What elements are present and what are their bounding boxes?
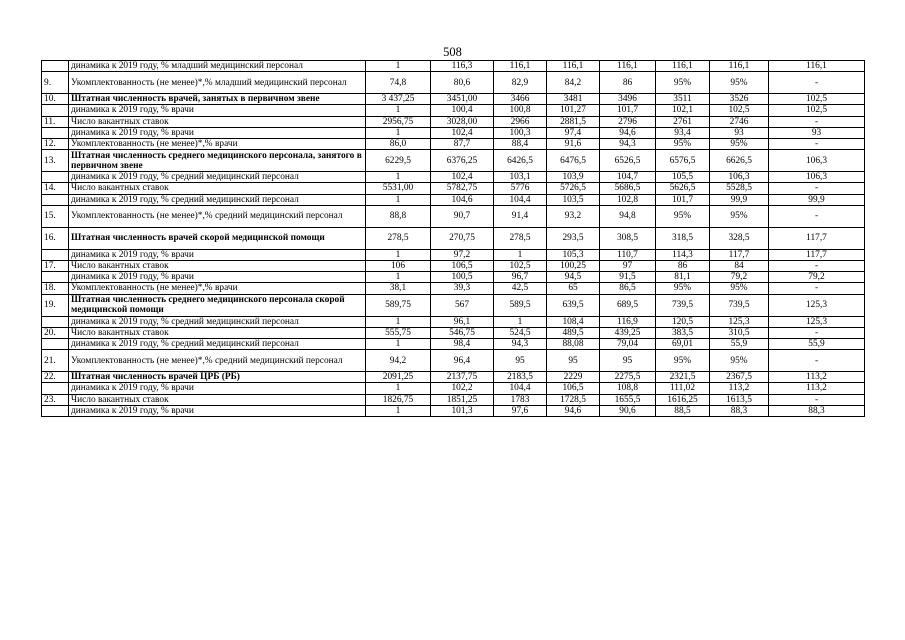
table-row xyxy=(42,139,865,150)
value-cell: 93 xyxy=(710,127,769,138)
row-number xyxy=(42,339,69,350)
value-cell: 93 xyxy=(769,127,865,138)
indicator-name: Штатная численность среднего медицинского персонала, занятого в первичном звене xyxy=(69,150,366,172)
row-number: 17. xyxy=(42,261,69,272)
value-cell: 2229 xyxy=(547,372,600,383)
value-cell: 104,4 xyxy=(494,383,547,394)
table-row xyxy=(42,316,865,327)
value-cell: 102,1 xyxy=(656,105,710,116)
value-cell: 6626,5 xyxy=(710,150,769,172)
value-cell: 1 xyxy=(366,105,431,116)
row-number: 14. xyxy=(42,183,69,194)
row-number: 12. xyxy=(42,139,69,150)
row-number xyxy=(42,405,69,416)
table-row xyxy=(42,294,865,316)
value-cell: 5726,5 xyxy=(547,183,600,194)
value-cell: 114,3 xyxy=(656,249,710,260)
value-cell: 3496 xyxy=(600,94,656,105)
value-cell: 95% xyxy=(710,283,769,294)
value-cell: 1783 xyxy=(494,394,547,405)
value-cell: 86 xyxy=(656,261,710,272)
value-cell: 94,8 xyxy=(600,205,656,227)
value-cell: 120,5 xyxy=(656,316,710,327)
value-cell: 116,1 xyxy=(547,61,600,72)
table-row xyxy=(42,249,865,260)
value-cell: 91,5 xyxy=(600,272,656,283)
indicator-name: Число вакантных ставок xyxy=(69,394,366,405)
value-cell: 106,3 xyxy=(769,172,865,183)
row-number: 10. xyxy=(42,94,69,105)
value-cell: 94,6 xyxy=(547,405,600,416)
value-cell: 91,4 xyxy=(494,205,547,227)
value-cell: 739,5 xyxy=(710,294,769,316)
indicator-name: Штатная численность среднего медицинского персонала скорой медицинской помощи xyxy=(69,294,366,316)
value-cell: 79,2 xyxy=(769,272,865,283)
value-cell: 125,3 xyxy=(769,316,865,327)
value-cell: 86,0 xyxy=(366,139,431,150)
value-cell: 102,5 xyxy=(494,261,547,272)
row-number: 16. xyxy=(42,227,69,249)
value-cell: 106 xyxy=(366,261,431,272)
table-row xyxy=(42,127,865,138)
value-cell: 97,6 xyxy=(494,405,547,416)
value-cell: 99,9 xyxy=(769,194,865,205)
value-cell: 100,5 xyxy=(431,272,494,283)
value-cell: 97,2 xyxy=(431,249,494,260)
value-cell: 102,8 xyxy=(600,194,656,205)
value-cell: 2966 xyxy=(494,116,547,127)
value-cell: 95% xyxy=(656,350,710,372)
value-cell: 1 xyxy=(366,339,431,350)
value-cell: 38,1 xyxy=(366,283,431,294)
value-cell: - xyxy=(769,205,865,227)
value-cell: 55,9 xyxy=(710,339,769,350)
indicator-name: динамика к 2019 году, % средний медицинский персонал xyxy=(69,194,366,205)
value-cell: 5531,00 xyxy=(366,183,431,194)
value-cell: 2367,5 xyxy=(710,372,769,383)
value-cell: 270,75 xyxy=(431,227,494,249)
value-cell: 1655,5 xyxy=(600,394,656,405)
table-row xyxy=(42,383,865,394)
table-row xyxy=(42,261,865,272)
value-cell: 94,5 xyxy=(547,272,600,283)
value-cell: 95% xyxy=(656,283,710,294)
value-cell: 74,8 xyxy=(366,72,431,94)
row-number xyxy=(42,272,69,283)
value-cell: 100,8 xyxy=(494,105,547,116)
value-cell: 278,5 xyxy=(494,227,547,249)
indicator-name: динамика к 2019 году, % врачи xyxy=(69,272,366,283)
value-cell: 102,4 xyxy=(431,127,494,138)
value-cell: 1 xyxy=(366,383,431,394)
table-row xyxy=(42,61,865,72)
value-cell: 113,2 xyxy=(769,383,865,394)
value-cell: 108,8 xyxy=(600,383,656,394)
value-cell: 125,3 xyxy=(769,294,865,316)
value-cell: 328,5 xyxy=(710,227,769,249)
row-number: 15. xyxy=(42,205,69,227)
value-cell: 93,2 xyxy=(547,205,600,227)
value-cell: 96,1 xyxy=(431,316,494,327)
indicator-name: Укомплектованность (не менее)*,% врачи xyxy=(69,283,366,294)
value-cell: 6526,5 xyxy=(600,150,656,172)
value-cell: 95% xyxy=(710,72,769,94)
value-cell: 96,4 xyxy=(431,350,494,372)
table-row xyxy=(42,283,865,294)
indicator-name: Число вакантных ставок xyxy=(69,261,366,272)
value-cell: 3526 xyxy=(710,94,769,105)
value-cell: 95 xyxy=(600,350,656,372)
value-cell: - xyxy=(769,394,865,405)
value-cell: - xyxy=(769,261,865,272)
value-cell: 104,4 xyxy=(494,194,547,205)
value-cell: 116,1 xyxy=(769,61,865,72)
row-number xyxy=(42,172,69,183)
row-number: 11. xyxy=(42,116,69,127)
value-cell: 1 xyxy=(366,405,431,416)
value-cell: 3466 xyxy=(494,94,547,105)
value-cell: 739,5 xyxy=(656,294,710,316)
value-cell: 1 xyxy=(366,316,431,327)
indicator-name: Число вакантных ставок xyxy=(69,116,366,127)
table-row xyxy=(42,339,865,350)
value-cell: 95 xyxy=(494,350,547,372)
value-cell: 546,75 xyxy=(431,327,494,338)
indicator-name: динамика к 2019 году, % средний медицинский персонал xyxy=(69,316,366,327)
value-cell: 99,9 xyxy=(710,194,769,205)
value-cell: 6576,5 xyxy=(656,150,710,172)
indicator-name: динамика к 2019 году, % врачи xyxy=(69,105,366,116)
value-cell: 116,1 xyxy=(656,61,710,72)
value-cell: 39,3 xyxy=(431,283,494,294)
value-cell: 79,2 xyxy=(710,272,769,283)
row-number xyxy=(42,249,69,260)
value-cell: 42,5 xyxy=(494,283,547,294)
row-number xyxy=(42,194,69,205)
indicator-name: Штатная численность врачей ЦРБ (РБ) xyxy=(69,372,366,383)
value-cell: - xyxy=(769,139,865,150)
value-cell: 125,3 xyxy=(710,316,769,327)
value-cell: 2761 xyxy=(656,116,710,127)
value-cell: 104,7 xyxy=(600,172,656,183)
value-cell: 116,1 xyxy=(600,61,656,72)
value-cell: 1613,5 xyxy=(710,394,769,405)
value-cell: 3481 xyxy=(547,94,600,105)
indicator-name: Укомплектованность (не менее)*,% младший медицинский персонал xyxy=(69,72,366,94)
value-cell: 6229,5 xyxy=(366,150,431,172)
value-cell: 86,5 xyxy=(600,283,656,294)
value-cell: 106,5 xyxy=(431,261,494,272)
indicator-name: Штатная численность врачей скорой медицинской помощи xyxy=(69,227,366,249)
table-row xyxy=(42,405,865,416)
table-body xyxy=(42,61,865,417)
indicator-name: динамика к 2019 году, % младший медицинский персонал xyxy=(69,61,366,72)
value-cell: 2275,5 xyxy=(600,372,656,383)
value-cell: 104,6 xyxy=(431,194,494,205)
value-cell: 589,5 xyxy=(494,294,547,316)
value-cell: 1 xyxy=(494,316,547,327)
value-cell: 102,4 xyxy=(431,172,494,183)
page-number: 508 xyxy=(443,45,462,59)
value-cell: 100,3 xyxy=(494,127,547,138)
value-cell: 88,4 xyxy=(494,139,547,150)
value-cell: - xyxy=(769,283,865,294)
indicator-name: динамика к 2019 году, % средний медицинский персонал xyxy=(69,339,366,350)
value-cell: 5686,5 xyxy=(600,183,656,194)
value-cell: 689,5 xyxy=(600,294,656,316)
indicator-name: динамика к 2019 году, % врачи xyxy=(69,405,366,416)
value-cell: 95 xyxy=(547,350,600,372)
value-cell: 102,2 xyxy=(431,383,494,394)
value-cell: 88,5 xyxy=(656,405,710,416)
value-cell: 84 xyxy=(710,261,769,272)
value-cell: 97 xyxy=(600,261,656,272)
table-row xyxy=(42,205,865,227)
value-cell: 94,6 xyxy=(600,127,656,138)
value-cell: 110,7 xyxy=(600,249,656,260)
value-cell: 278,5 xyxy=(366,227,431,249)
value-cell: 2183,5 xyxy=(494,372,547,383)
value-cell: 113,2 xyxy=(710,383,769,394)
value-cell: 96,7 xyxy=(494,272,547,283)
value-cell: 524,5 xyxy=(494,327,547,338)
row-number: 23. xyxy=(42,394,69,405)
value-cell: 3451,00 xyxy=(431,94,494,105)
value-cell: 94,2 xyxy=(366,350,431,372)
value-cell: 106,3 xyxy=(769,150,865,172)
value-cell: 86 xyxy=(600,72,656,94)
value-cell: 101,7 xyxy=(600,105,656,116)
value-cell: 1 xyxy=(366,249,431,260)
value-cell: 1616,25 xyxy=(656,394,710,405)
value-cell: 91,6 xyxy=(547,139,600,150)
value-cell: 310,5 xyxy=(710,327,769,338)
value-cell: 5528,5 xyxy=(710,183,769,194)
table-row xyxy=(42,183,865,194)
value-cell: 101,27 xyxy=(547,105,600,116)
value-cell: 103,9 xyxy=(547,172,600,183)
value-cell: 6376,25 xyxy=(431,150,494,172)
value-cell: 102,5 xyxy=(769,105,865,116)
value-cell: 79,04 xyxy=(600,339,656,350)
value-cell: - xyxy=(769,350,865,372)
indicator-name: Укомплектованность (не менее)*,% врачи xyxy=(69,139,366,150)
value-cell: 80,6 xyxy=(431,72,494,94)
value-cell: 106,3 xyxy=(710,172,769,183)
value-cell: 97,4 xyxy=(547,127,600,138)
table-row xyxy=(42,172,865,183)
value-cell: 1 xyxy=(494,249,547,260)
value-cell: 1 xyxy=(366,172,431,183)
value-cell: 113,2 xyxy=(769,372,865,383)
value-cell: 2956,75 xyxy=(366,116,431,127)
value-cell: 2796 xyxy=(600,116,656,127)
value-cell: 5776 xyxy=(494,183,547,194)
table-row xyxy=(42,150,865,172)
value-cell: 383,5 xyxy=(656,327,710,338)
value-cell: 94,3 xyxy=(494,339,547,350)
indicator-name: динамика к 2019 году, % врачи xyxy=(69,127,366,138)
value-cell: 2746 xyxy=(710,116,769,127)
value-cell: 3 437,25 xyxy=(366,94,431,105)
value-cell: 116,1 xyxy=(494,61,547,72)
table-row xyxy=(42,394,865,405)
value-cell: 93,4 xyxy=(656,127,710,138)
value-cell: 81,1 xyxy=(656,272,710,283)
value-cell: 87,7 xyxy=(431,139,494,150)
value-cell: 1826,75 xyxy=(366,394,431,405)
value-cell: 2091,25 xyxy=(366,372,431,383)
value-cell: 105,3 xyxy=(547,249,600,260)
value-cell: 3511 xyxy=(656,94,710,105)
value-cell: 95% xyxy=(710,139,769,150)
value-cell: 108,4 xyxy=(547,316,600,327)
value-cell: - xyxy=(769,116,865,127)
value-cell: 2321,5 xyxy=(656,372,710,383)
value-cell: 103,5 xyxy=(547,194,600,205)
value-cell: - xyxy=(769,72,865,94)
value-cell: 589,75 xyxy=(366,294,431,316)
row-number: 9. xyxy=(42,72,69,94)
table-row xyxy=(42,350,865,372)
value-cell: 117,7 xyxy=(769,249,865,260)
value-cell: 69,01 xyxy=(656,339,710,350)
row-number: 21. xyxy=(42,350,69,372)
row-number xyxy=(42,105,69,116)
value-cell: 88,3 xyxy=(769,405,865,416)
value-cell: 639,5 xyxy=(547,294,600,316)
value-cell: 116,3 xyxy=(431,61,494,72)
value-cell: 94,3 xyxy=(600,139,656,150)
table-row xyxy=(42,372,865,383)
value-cell: 489,5 xyxy=(547,327,600,338)
value-cell: 1851,25 xyxy=(431,394,494,405)
value-cell: 5782,75 xyxy=(431,183,494,194)
value-cell: 95% xyxy=(656,72,710,94)
value-cell: 117,7 xyxy=(769,227,865,249)
value-cell: 1 xyxy=(366,127,431,138)
value-cell: 95% xyxy=(656,139,710,150)
value-cell: 111,02 xyxy=(656,383,710,394)
value-cell: 84,2 xyxy=(547,72,600,94)
table-row xyxy=(42,327,865,338)
value-cell: 65 xyxy=(547,283,600,294)
value-cell: 101,3 xyxy=(431,405,494,416)
value-cell: 439,25 xyxy=(600,327,656,338)
row-number xyxy=(42,316,69,327)
value-cell: 88,3 xyxy=(710,405,769,416)
value-cell: 55,9 xyxy=(769,339,865,350)
value-cell: 100,4 xyxy=(431,105,494,116)
value-cell: 555,75 xyxy=(366,327,431,338)
staffing-table xyxy=(41,60,865,417)
value-cell: 567 xyxy=(431,294,494,316)
value-cell: - xyxy=(769,183,865,194)
value-cell: 293,5 xyxy=(547,227,600,249)
row-number: 22. xyxy=(42,372,69,383)
value-cell: 106,5 xyxy=(547,383,600,394)
value-cell: 90,6 xyxy=(600,405,656,416)
indicator-name: динамика к 2019 году, % врачи xyxy=(69,383,366,394)
value-cell: 103,1 xyxy=(494,172,547,183)
row-number: 13. xyxy=(42,150,69,172)
value-cell: 98,4 xyxy=(431,339,494,350)
value-cell: 95% xyxy=(710,205,769,227)
value-cell: 102,5 xyxy=(710,105,769,116)
table-row xyxy=(42,272,865,283)
value-cell: 90,7 xyxy=(431,205,494,227)
table-row xyxy=(42,194,865,205)
value-cell: 95% xyxy=(710,350,769,372)
indicator-name: динамика к 2019 году, % средний медицинский персонал xyxy=(69,172,366,183)
indicator-name: динамика к 2019 году, % врачи xyxy=(69,249,366,260)
indicator-name: Укомплектованность (не менее)*,% средний медицинский персонал xyxy=(69,205,366,227)
value-cell: 101,7 xyxy=(656,194,710,205)
row-number: 19. xyxy=(42,294,69,316)
value-cell: 6426,5 xyxy=(494,150,547,172)
row-number: 20. xyxy=(42,327,69,338)
value-cell: 2881,5 xyxy=(547,116,600,127)
row-number xyxy=(42,127,69,138)
value-cell: 308,5 xyxy=(600,227,656,249)
value-cell: 6476,5 xyxy=(547,150,600,172)
table-row xyxy=(42,227,865,249)
value-cell: 318,5 xyxy=(656,227,710,249)
value-cell: 95% xyxy=(656,205,710,227)
value-cell: 2137,75 xyxy=(431,372,494,383)
value-cell: - xyxy=(769,327,865,338)
value-cell: 82,9 xyxy=(494,72,547,94)
value-cell: 3028,00 xyxy=(431,116,494,127)
table-row xyxy=(42,116,865,127)
table-row xyxy=(42,105,865,116)
indicator-name: Число вакантных ставок xyxy=(69,327,366,338)
table-row xyxy=(42,94,865,105)
row-number xyxy=(42,383,69,394)
value-cell: 88,8 xyxy=(366,205,431,227)
value-cell: 116,1 xyxy=(710,61,769,72)
value-cell: 105,5 xyxy=(656,172,710,183)
value-cell: 117,7 xyxy=(710,249,769,260)
table-row xyxy=(42,72,865,94)
value-cell: 1 xyxy=(366,194,431,205)
indicator-name: Число вакантных ставок xyxy=(69,183,366,194)
row-number xyxy=(42,61,69,72)
value-cell: 1 xyxy=(366,61,431,72)
indicator-name: Укомплектованность (не менее)*,% средний медицинский персонал xyxy=(69,350,366,372)
value-cell: 100,25 xyxy=(547,261,600,272)
value-cell: 116,9 xyxy=(600,316,656,327)
value-cell: 102,5 xyxy=(769,94,865,105)
indicator-name: Штатная численность врачей, занятых в первичном звене xyxy=(69,94,366,105)
value-cell: 5626,5 xyxy=(656,183,710,194)
value-cell: 88,08 xyxy=(547,339,600,350)
value-cell: 1728,5 xyxy=(547,394,600,405)
value-cell: 1 xyxy=(366,272,431,283)
row-number: 18. xyxy=(42,283,69,294)
